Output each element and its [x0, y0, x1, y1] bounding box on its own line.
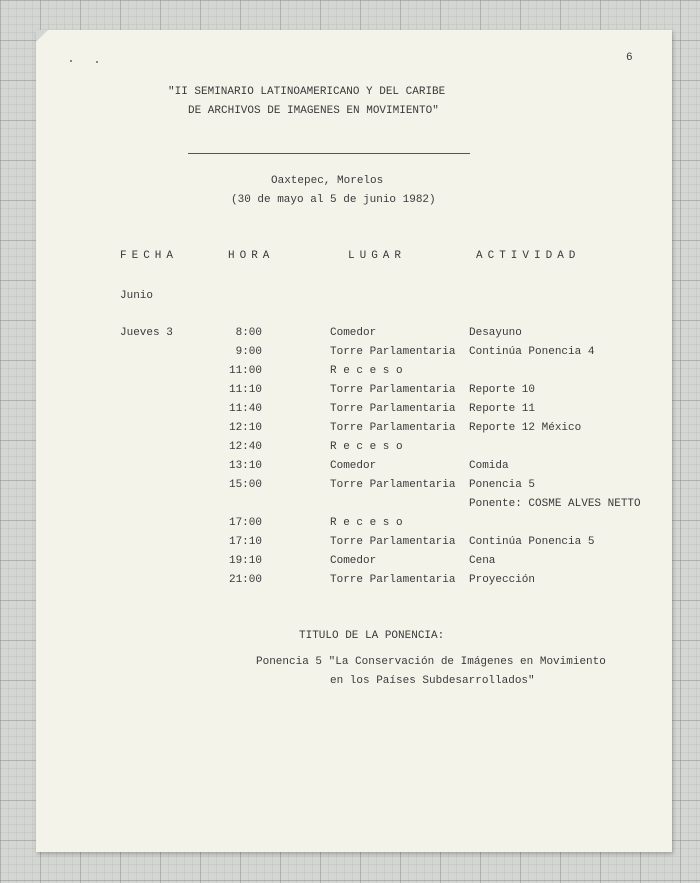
month-label: Junio — [120, 290, 154, 302]
actividad-cell: Reporte 11 — [469, 403, 536, 415]
actividad-cell: Reporte 12 México — [469, 422, 582, 434]
lugar-cell: Torre Parlamentaria — [330, 536, 456, 548]
actividad-cell: Continúa Ponencia 5 — [469, 536, 595, 548]
hora-cell: 11:00 — [228, 365, 262, 377]
ponencia-title-line-2: en los Países Subdesarrollados" — [330, 675, 535, 687]
lugar-cell: Comedor — [330, 555, 377, 567]
header-fecha: FECHA — [120, 250, 179, 262]
corner-fold — [36, 30, 48, 42]
lugar-cell: R e c e s o — [330, 365, 403, 377]
ink-speck — [70, 60, 72, 62]
ponencia-title-line-1: Ponencia 5 "La Conservación de Imágenes en Movimiento — [256, 656, 606, 668]
lugar-cell: Torre Parlamentaria — [330, 403, 456, 415]
lugar-cell: R e c e s o — [330, 441, 403, 453]
dates: (30 de mayo al 5 de junio 1982) — [231, 194, 436, 206]
actividad-cell: Reporte 10 — [469, 384, 536, 396]
day-label: Jueves 3 — [120, 327, 173, 339]
lugar-cell: Torre Parlamentaria — [330, 574, 456, 586]
lugar-cell: R e c e s o — [330, 517, 403, 529]
ink-speck — [96, 61, 98, 63]
hora-cell: 12:10 — [228, 422, 262, 434]
lugar-cell: Torre Parlamentaria — [330, 479, 456, 491]
title-line-1: "II SEMINARIO LATINOAMERICANO Y DEL CARIBE — [168, 86, 446, 98]
lugar-cell: Comedor — [330, 460, 377, 472]
hora-cell: 17:10 — [228, 536, 262, 548]
ponencia-heading: TITULO DE LA PONENCIA: — [299, 630, 445, 642]
actividad-cell: Ponente: COSME ALVES NETTO — [469, 498, 641, 510]
actividad-cell: Desayuno — [469, 327, 522, 339]
hora-cell: 21:00 — [228, 574, 262, 586]
actividad-cell: Ponencia 5 — [469, 479, 536, 491]
title-line-2: DE ARCHIVOS DE IMAGENES EN MOVIMIENTO" — [188, 105, 439, 117]
hora-cell: 11:10 — [228, 384, 262, 396]
document-page — [36, 30, 672, 852]
header-lugar: LUGAR — [348, 250, 407, 262]
lugar-cell: Comedor — [330, 327, 377, 339]
actividad-cell: Comida — [469, 460, 509, 472]
lugar-cell: Torre Parlamentaria — [330, 422, 456, 434]
hora-cell: 13:10 — [228, 460, 262, 472]
hora-cell: 15:00 — [228, 479, 262, 491]
hora-cell: 11:40 — [228, 403, 262, 415]
hora-cell: 17:00 — [228, 517, 262, 529]
header-hora: HORA — [228, 250, 275, 262]
header-actividad: ACTIVIDAD — [476, 250, 581, 262]
actividad-cell: Proyección — [469, 574, 536, 586]
actividad-cell: Continúa Ponencia 4 — [469, 346, 595, 358]
title-underline — [188, 153, 470, 154]
lugar-cell: Torre Parlamentaria — [330, 346, 456, 358]
actividad-cell: Cena — [469, 555, 496, 567]
hora-cell: 19:10 — [228, 555, 262, 567]
hora-cell: 9:00 — [235, 346, 262, 358]
location: Oaxtepec, Morelos — [271, 175, 384, 187]
hora-cell: 12:40 — [228, 441, 262, 453]
hora-cell: 8:00 — [235, 327, 262, 339]
page-number: 6 — [626, 52, 633, 64]
lugar-cell: Torre Parlamentaria — [330, 384, 456, 396]
